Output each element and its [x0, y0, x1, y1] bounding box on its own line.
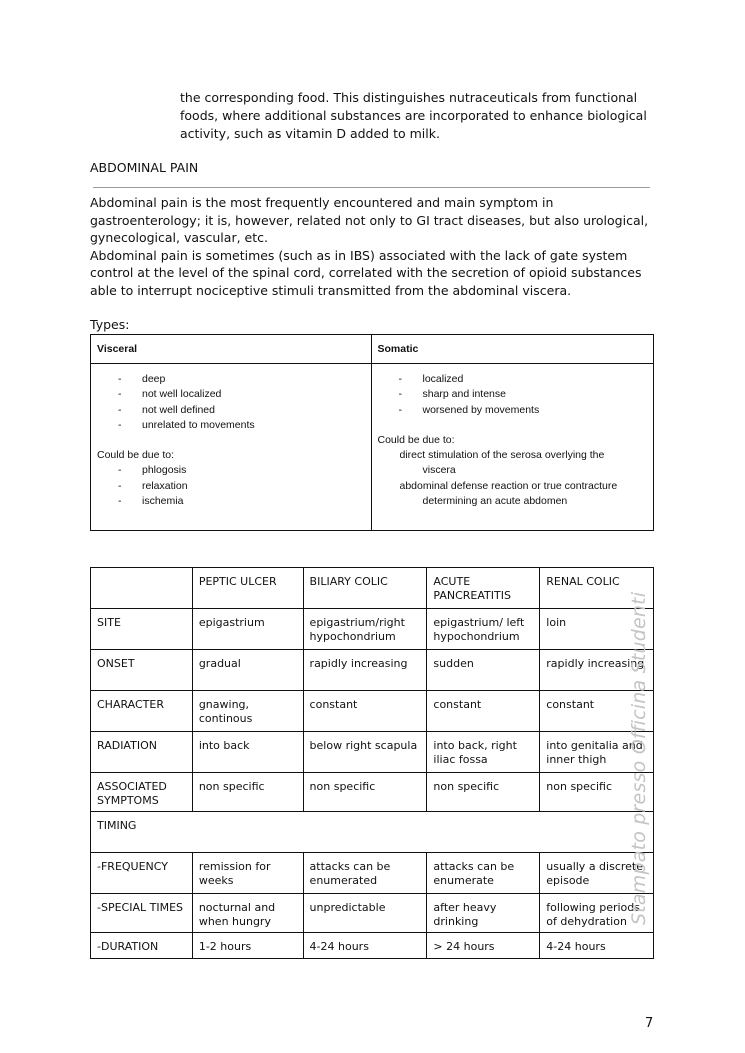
table-cell: attacks can be enumerated	[303, 853, 427, 894]
row-label: ASSOCIATED SYMPTOMS	[91, 773, 193, 812]
table-cell: following periods of dehydration	[540, 894, 654, 933]
table-cell: into back, right iliac fossa	[427, 732, 540, 773]
row-label	[91, 568, 193, 609]
table-row	[91, 609, 654, 650]
list-item: - unrelated to movements	[118, 418, 255, 431]
visceral-causes-label: Could be due to:	[97, 449, 175, 462]
table-row	[91, 933, 654, 959]
table-cell: epigastrium	[192, 609, 303, 650]
somatic-cell	[371, 364, 654, 531]
row-label: SITE	[91, 609, 193, 650]
row-label: RADIATION	[91, 732, 193, 773]
table-cell: into back	[192, 732, 303, 773]
section-title: ABDOMINAL PAIN	[90, 160, 199, 175]
table-header-row	[91, 568, 654, 609]
paragraph: Abdominal pain is the most frequently encountered and main symptom in gastroenterology; it is, however, related not only to GI tract diseases, but also urological, gynecological, vascular, etc.	[90, 195, 649, 245]
abdominal-pain-comparison-table	[90, 567, 654, 959]
watermark: Stampato presso Officina Studenti	[628, 591, 650, 925]
pain-types-table	[90, 334, 654, 531]
list-item: - localized	[398, 373, 464, 385]
table-cell: gradual	[192, 650, 303, 691]
somatic-header: Somatic	[371, 335, 654, 364]
body-text	[90, 194, 660, 299]
list-item: - sharp and intense	[398, 388, 506, 401]
table-row	[91, 894, 654, 933]
list-item: - relaxation	[118, 479, 188, 492]
list-item: - phlogosis	[118, 464, 187, 477]
table-cell: gnawing, continous	[192, 691, 303, 732]
table-cell: below right scapula	[303, 732, 427, 773]
visceral-header: Visceral	[91, 335, 372, 364]
list-item: - not well defined	[118, 403, 215, 416]
visceral-causes	[97, 463, 365, 509]
table-cell: into genitalia and inner thigh	[540, 732, 654, 773]
section-divider	[93, 187, 650, 188]
table-cell: epigastrium/ left hypochondrium	[427, 609, 540, 650]
table-cell: non specific	[192, 773, 303, 812]
list-item: - ischemia	[118, 495, 184, 508]
table-row	[91, 732, 654, 773]
types-label: Types:	[90, 317, 130, 332]
table-cell: after heavy drinking	[427, 894, 540, 933]
somatic-cause: abdominal defense reaction or true contracture determining an acute abdomen	[399, 479, 618, 508]
table-cell: 4-24 hours	[303, 933, 427, 959]
table-cell: usually a discrete episode	[540, 853, 654, 894]
table-cell: 1-2 hours	[192, 933, 303, 959]
table-cell: non specific	[303, 773, 427, 812]
table-cell: ACUTE PANCREATITIS	[427, 568, 540, 609]
table-cell: attacks can be enumerate	[427, 853, 540, 894]
table-cell: RENAL COLIC	[540, 568, 654, 609]
table-cell: > 24 hours	[427, 933, 540, 959]
table-cell: BILIARY COLIC	[303, 568, 427, 609]
table-row	[91, 650, 654, 691]
row-label: -SPECIAL TIMES	[91, 894, 193, 933]
row-label: ONSET	[91, 650, 193, 691]
somatic-features	[378, 372, 648, 418]
paragraph: Abdominal pain is sometimes (such as in IBS) associated with the lack of gate system control at the level of the spinal cord, correlated with the secretion of opioid substances able to interrupt nociceptive stimuli transmitted from the abdominal viscera.	[90, 247, 642, 298]
somatic-cause: direct stimulation of the serosa overlying the viscera	[399, 449, 605, 477]
table-cell: constant	[427, 691, 540, 732]
row-label: CHARACTER	[91, 691, 193, 732]
table-cell: sudden	[427, 650, 540, 691]
timing-row	[91, 812, 654, 853]
table-cell: constant	[540, 691, 654, 732]
timing-label: TIMING	[91, 812, 654, 853]
somatic-causes-label: Could be due to:	[377, 433, 455, 446]
table-cell: rapidly increasing	[540, 650, 654, 691]
table-row	[91, 853, 654, 894]
row-label: -FREQUENCY	[91, 853, 193, 894]
table-cell: rapidly increasing	[303, 650, 427, 691]
list-item: - deep	[118, 373, 166, 385]
table-cell: non specific	[427, 773, 540, 812]
table-cell: unpredictable	[303, 894, 427, 933]
table-cell: 4-24 hours	[540, 933, 654, 959]
table-cell: loin	[540, 609, 654, 650]
table-cell: epigastrium/right hypochondrium	[303, 609, 427, 650]
table-cell: constant	[303, 691, 427, 732]
table-row	[91, 691, 654, 732]
list-item: - not well localized	[118, 388, 222, 401]
table-cell: nocturnal and when hungry	[192, 894, 303, 933]
table-cell: remission for weeks	[192, 853, 303, 894]
table-cell: PEPTIC ULCER	[192, 568, 303, 609]
page-number: 7	[645, 1016, 654, 1031]
table-row	[91, 773, 654, 812]
row-label: -DURATION	[91, 933, 193, 959]
list-item: - worsened by movements	[398, 403, 540, 416]
intro-text: the corresponding food. This distinguishes nutraceuticals from functional foods, where additional substances are incorporated to enhance biological activity, such as vitamin D added to milk.	[180, 90, 647, 141]
visceral-cell	[91, 364, 372, 531]
visceral-features	[97, 372, 365, 433]
table-cell: non specific	[540, 773, 654, 812]
